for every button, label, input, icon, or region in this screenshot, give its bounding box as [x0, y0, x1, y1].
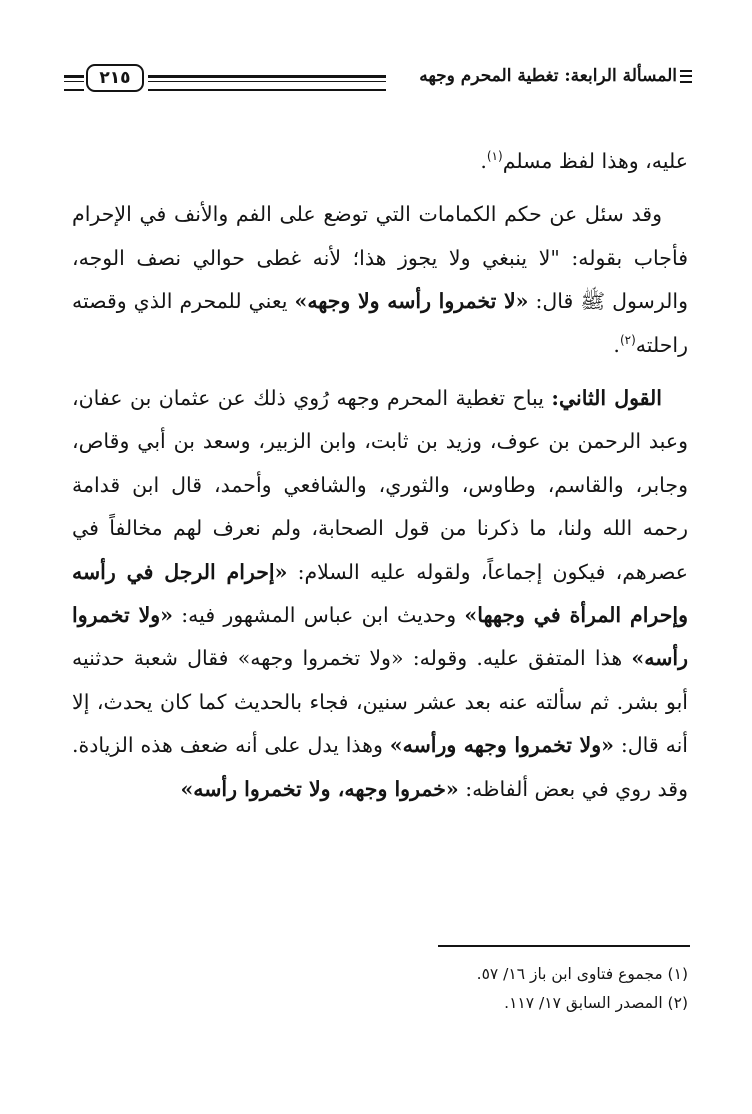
footnote-1: (١) مجموع فتاوى ابن باز ١٦/ ٥٧. [476, 965, 688, 983]
paragraph-3-text-4: وهذا يدل على أنه ضعف هذه الزيادة. وقد روي في بعض ألفاظه: [72, 733, 688, 801]
paragraph-2-text-a: وقد سئل عن حكم الكمامات التي توضع على الفم والأنف في الإحرام فأجاب بقوله: "لا ينبغي ولا يجوز هذا؛ لأنه غطى حوالي نصف الوجه، والرسول ﷺ قال: [72, 202, 689, 314]
paragraph-2 [72, 193, 688, 367]
header-rule [148, 75, 386, 91]
footnotes [288, 960, 688, 1018]
header-rule-left [64, 75, 84, 91]
paragraph-1-end: . [480, 149, 487, 173]
paragraph-2-end: . [613, 332, 620, 357]
paragraph-3-text-2: وحديث ابن عباس المشهور فيه: [173, 603, 465, 628]
paragraph-1-text: عليه، وهذا لفظ مسلم [502, 149, 688, 173]
hadith-quote: «لا تخمروا رأسه ولا وجهه» [294, 289, 529, 314]
footnote-ref-2[interactable]: (٢) [619, 332, 636, 347]
paragraph-3-text-3: هذا المتفق عليه. وقوله: «ولا تخمروا وجهه» فقال شعبة حدثنيه أبو بشر. ثم سألته عنه بعد عشر سنين، فجاء بالحديث كما كان يحدث، إلا أنه قال: [72, 646, 689, 758]
paragraph-3 [72, 377, 688, 811]
hadith-quote: «إحرام الرجل في رأسه وإحرام المرأة في وجهها» [72, 559, 688, 628]
running-header [64, 64, 692, 98]
chapter-title [419, 66, 692, 86]
paragraph-1 [72, 140, 688, 183]
footnote-separator [438, 945, 690, 947]
footnote-ref-1[interactable]: (١) [486, 149, 503, 164]
page-number: ٢١٥ [86, 64, 144, 92]
paragraph-2-text-b: يعني للمحرم الذي وقصته راحلته [72, 289, 688, 357]
hadith-quote: «خمروا وجهه، ولا تخمروا رأسه» [180, 776, 459, 801]
footnote-2: (٢) المصدر السابق ١٧/ ١١٧. [504, 994, 688, 1012]
main-text [72, 140, 688, 811]
hadith-quote: «ولا تخمروا وجهه ورأسه» [389, 733, 614, 758]
hadith-quote: «ولا تخمروا رأسه» [72, 603, 688, 671]
paragraph-3-text-1: يباح تغطية المحرم وجهه رُوي ذلك عن عثمان بن عفان، وعبد الرحمن بن عوف، وزيد بن ثابت، وابن الزبير، وسعد بن أبي وقاص، وجابر، والقاسم، وطاوس، والثوري، والشافعي وأحمد، قال ابن قدامة رحمه الله ولنا، ما ذكرنا من قول الصحابة، ولم نعرف لهم مخالفاً في عصرهم، فيكون إجماعاً، ولقوله عليه السلام: [72, 386, 688, 584]
second-opinion-label: القول الثاني: [551, 386, 662, 411]
header-bars-ornament [680, 70, 692, 83]
chapter-title-text: المسألة الرابعة: تغطية المحرم وجهه [419, 66, 677, 86]
